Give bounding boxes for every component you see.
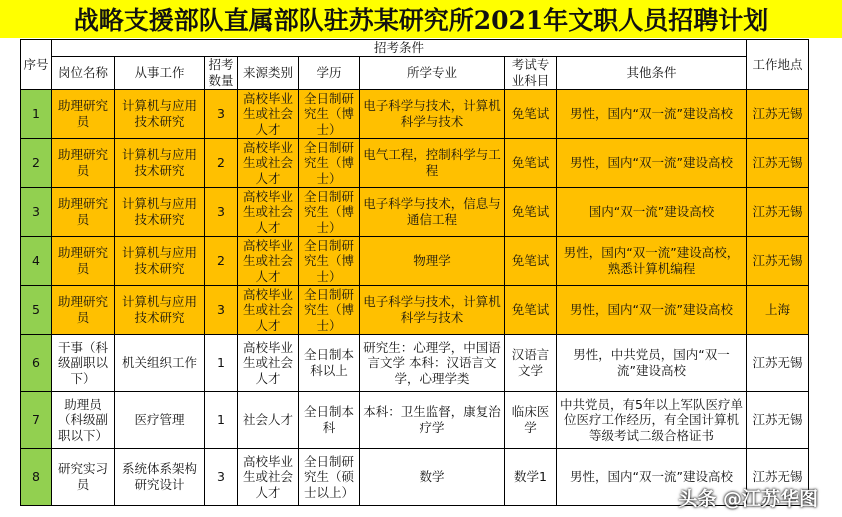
row-seq: 8: [21, 449, 52, 506]
row-location: 上海: [747, 286, 809, 335]
row-source: 高校毕业生或社会人才: [238, 449, 299, 506]
row-seq: 2: [21, 139, 52, 188]
row-other: 男性，国内“双一流”建设高校，熟悉计算机编程: [557, 237, 747, 286]
row-exam: 数学1: [505, 449, 557, 506]
row-exam: 免笔试: [505, 90, 557, 139]
row-work: 医疗管理: [115, 392, 205, 449]
header-seq: 序号: [21, 40, 52, 90]
row-exam: 免笔试: [505, 237, 557, 286]
row-work: 机关组织工作: [115, 335, 205, 392]
header-exam: 考试专业科目: [505, 57, 557, 90]
header-source: 来源类别: [238, 57, 299, 90]
row-work: 计算机与应用技术研究: [115, 90, 205, 139]
row-exam: 免笔试: [505, 286, 557, 335]
row-education: 全日制研究生（博士）: [299, 139, 360, 188]
header-other: 其他条件: [557, 57, 747, 90]
row-work: 计算机与应用技术研究: [115, 188, 205, 237]
row-location: 江苏无锡: [747, 449, 809, 506]
row-seq: 4: [21, 237, 52, 286]
row-other: 男性，国内“双一流”建设高校: [557, 90, 747, 139]
table-row: [21, 188, 809, 237]
row-exam: 免笔试: [505, 188, 557, 237]
row-other: 男性，国内“双一流”建设高校: [557, 449, 747, 506]
table-row: [21, 392, 809, 449]
watermark: [678, 484, 818, 511]
row-work: 计算机与应用技术研究: [115, 139, 205, 188]
row-source: 高校毕业生或社会人才: [238, 90, 299, 139]
row-work: 计算机与应用技术研究: [115, 237, 205, 286]
table-row: [21, 139, 809, 188]
watermark-text: 头条 @江苏华图: [678, 488, 818, 510]
row-exam: 免笔试: [505, 139, 557, 188]
row-position: 干事（科级副职以下）: [52, 335, 115, 392]
header-education: 学历: [299, 57, 360, 90]
header-count: 招考数量: [205, 57, 238, 90]
row-seq: 6: [21, 335, 52, 392]
table-row: [21, 335, 809, 392]
row-source: 高校毕业生或社会人才: [238, 286, 299, 335]
row-location: 江苏无锡: [747, 335, 809, 392]
row-location: 江苏无锡: [747, 90, 809, 139]
row-location: 江苏无锡: [747, 139, 809, 188]
row-major: 物理学: [360, 237, 505, 286]
row-count: 3: [205, 188, 238, 237]
row-location: 江苏无锡: [747, 237, 809, 286]
row-other: 男性，中共党员，国内“双一流”建设高校: [557, 335, 747, 392]
row-work: 计算机与应用技术研究: [115, 286, 205, 335]
header-location: 工作地点: [747, 40, 809, 90]
table-row: [21, 237, 809, 286]
row-education: 全日制研究生（博士）: [299, 237, 360, 286]
row-count: 1: [205, 335, 238, 392]
row-work: 系统体系架构研究设计: [115, 449, 205, 506]
row-major: 本科：卫生监督，康复治疗学: [360, 392, 505, 449]
row-major: 电气工程，控制科学与工程: [360, 139, 505, 188]
row-exam: 汉语言文学: [505, 335, 557, 392]
row-location: 江苏无锡: [747, 188, 809, 237]
row-education: 全日制研究生（博士）: [299, 188, 360, 237]
table-row: [21, 286, 809, 335]
row-education: 全日制研究生（博士）: [299, 90, 360, 139]
header-work: 从事工作: [115, 57, 205, 90]
page-title: 战略支援部队直属部队驻苏某研究所2021年文职人员招聘计划: [0, 0, 842, 38]
table-row: [21, 90, 809, 139]
row-other: 男性，国内“双一流”建设高校: [557, 286, 747, 335]
row-education: 全日制研究生（硕士以上）: [299, 449, 360, 506]
row-count: 2: [205, 139, 238, 188]
row-exam: 临床医学: [505, 392, 557, 449]
row-count: 3: [205, 90, 238, 139]
row-major: 数学: [360, 449, 505, 506]
row-other: 国内“双一流”建设高校: [557, 188, 747, 237]
recruitment-table: [20, 39, 809, 506]
row-source: 高校毕业生或社会人才: [238, 139, 299, 188]
row-seq: 3: [21, 188, 52, 237]
header-major: 所学专业: [360, 57, 505, 90]
row-source: 社会人才: [238, 392, 299, 449]
row-position: 研究实习员: [52, 449, 115, 506]
row-education: 全日制本科: [299, 392, 360, 449]
header-group-conditions: 招考条件: [52, 40, 747, 57]
row-count: 2: [205, 237, 238, 286]
row-position: 助理研究员: [52, 90, 115, 139]
row-position: 助理研究员: [52, 286, 115, 335]
row-count: 3: [205, 286, 238, 335]
row-source: 高校毕业生或社会人才: [238, 237, 299, 286]
row-seq: 5: [21, 286, 52, 335]
row-major: 研究生：心理学，中国语言文学 本科：汉语言文学，心理学类: [360, 335, 505, 392]
row-other: 男性，国内“双一流”建设高校: [557, 139, 747, 188]
row-count: 1: [205, 392, 238, 449]
row-position: 助理研究员: [52, 188, 115, 237]
row-count: 3: [205, 449, 238, 506]
row-location: 江苏无锡: [747, 392, 809, 449]
row-major: 电子科学与技术，计算机科学与技术: [360, 90, 505, 139]
row-other: 中共党员，有5年以上军队医疗单位医疗工作经历，有全国计算机等级考试二级合格证书: [557, 392, 747, 449]
row-seq: 1: [21, 90, 52, 139]
row-source: 高校毕业生或社会人才: [238, 188, 299, 237]
row-major: 电子科学与技术，信息与通信工程: [360, 188, 505, 237]
row-source: 高校毕业生或社会人才: [238, 335, 299, 392]
row-education: 全日制本科以上: [299, 335, 360, 392]
header-position: 岗位名称: [52, 57, 115, 90]
row-education: 全日制研究生（博士）: [299, 286, 360, 335]
row-position: 助理员（科级副职以下）: [52, 392, 115, 449]
row-position: 助理研究员: [52, 139, 115, 188]
row-position: 助理研究员: [52, 237, 115, 286]
row-major: 电子科学与技术，计算机科学与技术: [360, 286, 505, 335]
row-seq: 7: [21, 392, 52, 449]
